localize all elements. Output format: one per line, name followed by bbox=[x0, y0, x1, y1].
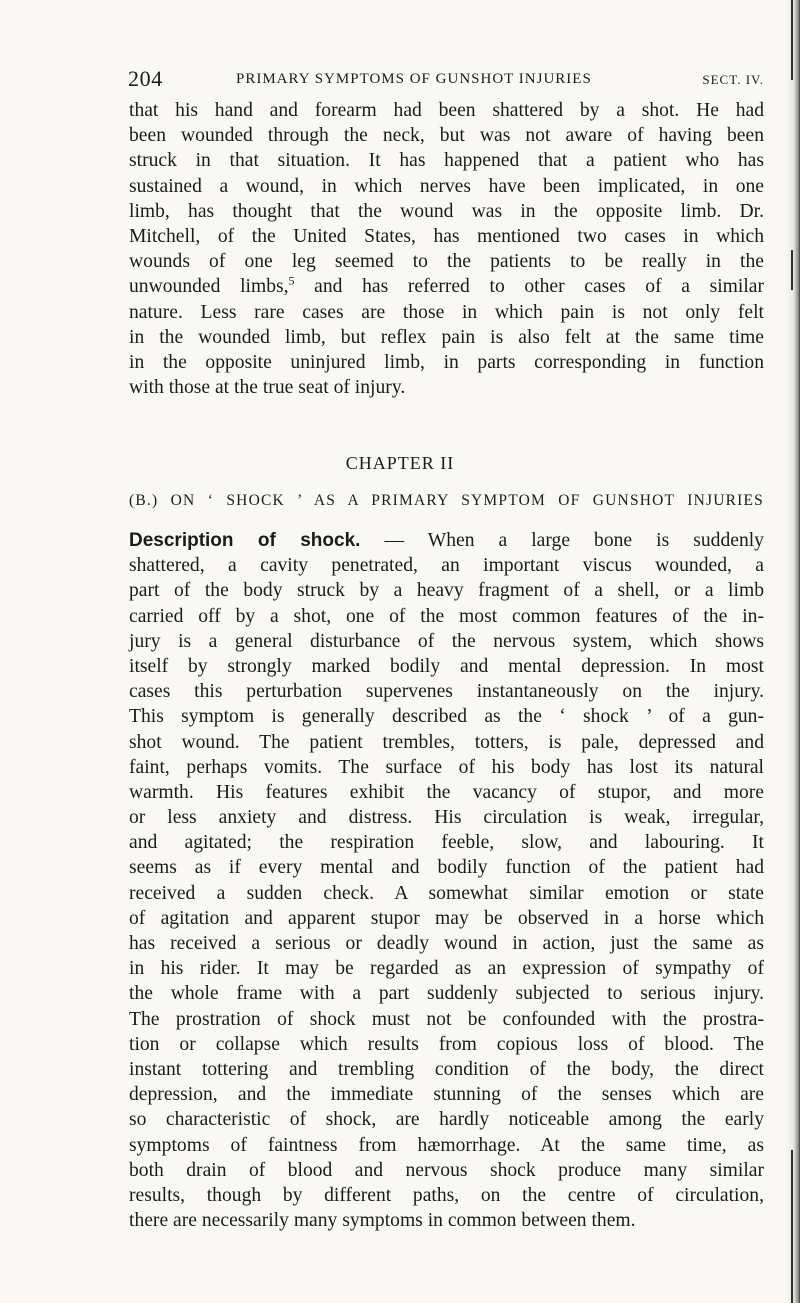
text-line: in the wounded limb, but reflex pain is also felt at the same time bbox=[129, 326, 764, 348]
text-line: cases this perturbation supervenes instantaneously on the injury. bbox=[129, 681, 764, 703]
text-line-with-footnote bbox=[129, 274, 764, 299]
text-line: results, though by different paths, on the centre of circulation, bbox=[129, 1184, 764, 1206]
text-line: warmth. His features exhibit the vacancy of stupor, and more bbox=[129, 781, 764, 803]
text-line-with-side-heading bbox=[129, 528, 764, 553]
text-line: the whole frame with a part suddenly subjected to serious injury. bbox=[129, 983, 764, 1005]
text-line: depression, and the immediate stunning of the senses which are bbox=[129, 1084, 764, 1106]
section-label: SECT. IV. bbox=[702, 72, 764, 87]
text-line: limb, has thought that the wound was in the opposite limb. Dr. bbox=[129, 200, 764, 222]
text-line: tion or collapse which results from copious loss of blood. The bbox=[129, 1033, 764, 1055]
text-line: seems as if every mental and bodily function of the patient had bbox=[129, 857, 764, 879]
text-line: sustained a wound, in which nerves have been implicated, in one bbox=[129, 175, 764, 197]
text-line: struck in that situation. It has happened that a patient who has bbox=[129, 150, 764, 172]
text-line: shattered, a cavity penetrated, an important viscus wounded, a bbox=[129, 555, 764, 577]
text-line: that his hand and forearm had been shattered by a shot. He had bbox=[129, 100, 764, 121]
side-heading: Description of shock. bbox=[129, 530, 361, 551]
text-line: part of the body struck by a heavy fragment of a shell, or a limb bbox=[129, 580, 764, 602]
text-line: both drain of blood and nervous shock produce many similar bbox=[129, 1159, 764, 1181]
paragraph-description-of-shock bbox=[129, 528, 764, 1233]
running-head-title: PRIMARY SYMPTOMS OF GUNSHOT INJURIES bbox=[236, 71, 592, 87]
text-line: carried off by a shot, one of the most common features of the in- bbox=[129, 605, 764, 627]
text-line: instant tottering and trembling condition of the body, the direct bbox=[129, 1058, 764, 1080]
page-number: 204 bbox=[128, 66, 163, 91]
chapter-heading: CHAPTER II bbox=[345, 453, 455, 473]
text-line: so characteristic of shock, are hardly noticeable among the early bbox=[129, 1109, 764, 1131]
text-segment: — When a large bone is suddenly bbox=[360, 530, 764, 551]
text-line: of agitation and apparent stupor may be observed in a horse which bbox=[129, 907, 764, 929]
text-line: and agitated; the respiration feeble, slow, and labouring. It bbox=[129, 832, 764, 854]
text-line: symptoms of faintness from hæmorrhage. At the same time, as bbox=[129, 1134, 764, 1156]
text-line: itself by strongly marked bodily and mental depression. In most bbox=[129, 655, 764, 677]
chapter-subheading: (B.) ON ‘ SHOCK ’ AS A PRIMARY SYMPTOM OF GUNSHOT INJURIES bbox=[129, 492, 764, 509]
text-segment: and has referred to other cases of a similar bbox=[294, 276, 764, 298]
text-line: with those at the true seat of injury. bbox=[129, 377, 406, 399]
text-line: or less anxiety and distress. His circulation is weak, irregular, bbox=[129, 807, 764, 829]
text-line: been wounded through the neck, but was not aware of having been bbox=[129, 125, 764, 147]
text-line: in the opposite uninjured limb, in parts corresponding in function bbox=[129, 351, 764, 373]
text-line: faint, perhaps vomits. The surface of his body has lost its natural bbox=[129, 756, 764, 778]
paragraph-continued bbox=[129, 98, 764, 400]
text-line: Mitchell, of the United States, has mentioned two cases in which bbox=[129, 225, 764, 247]
edge-mark bbox=[791, 250, 793, 290]
text-line: nature. Less rare cases are those in which pain is not only felt bbox=[129, 301, 764, 323]
text-line: has received a serious or deadly wound in action, just the same as bbox=[129, 933, 764, 954]
text-line: This symptom is generally described as the ‘ shock ’ of a gun- bbox=[129, 706, 764, 728]
text-line: wounds of one leg seemed to the patients to be really in the bbox=[129, 251, 764, 273]
text-line: shot wound. The patient trembles, totters, is pale, depressed and bbox=[129, 731, 764, 753]
text-line: received a sudden check. A somewhat similar emotion or state bbox=[129, 882, 764, 904]
text-line: there are necessarily many symptoms in common between them. bbox=[129, 1210, 636, 1232]
running-head bbox=[128, 67, 764, 91]
edge-mark bbox=[791, 1150, 793, 1303]
text-segment: unwounded limbs, bbox=[129, 276, 289, 298]
text-line: jury is a general disturbance of the nervous system, which shows bbox=[129, 630, 764, 652]
page-edge-shadow bbox=[786, 0, 800, 1303]
text-line: The prostration of shock must not be confounded with the prostra- bbox=[129, 1008, 764, 1030]
edge-mark bbox=[791, 0, 793, 80]
text-line: in his rider. It may be regarded as an expression of sympathy of bbox=[129, 958, 764, 980]
footnote-reference: 5 bbox=[288, 273, 295, 288]
